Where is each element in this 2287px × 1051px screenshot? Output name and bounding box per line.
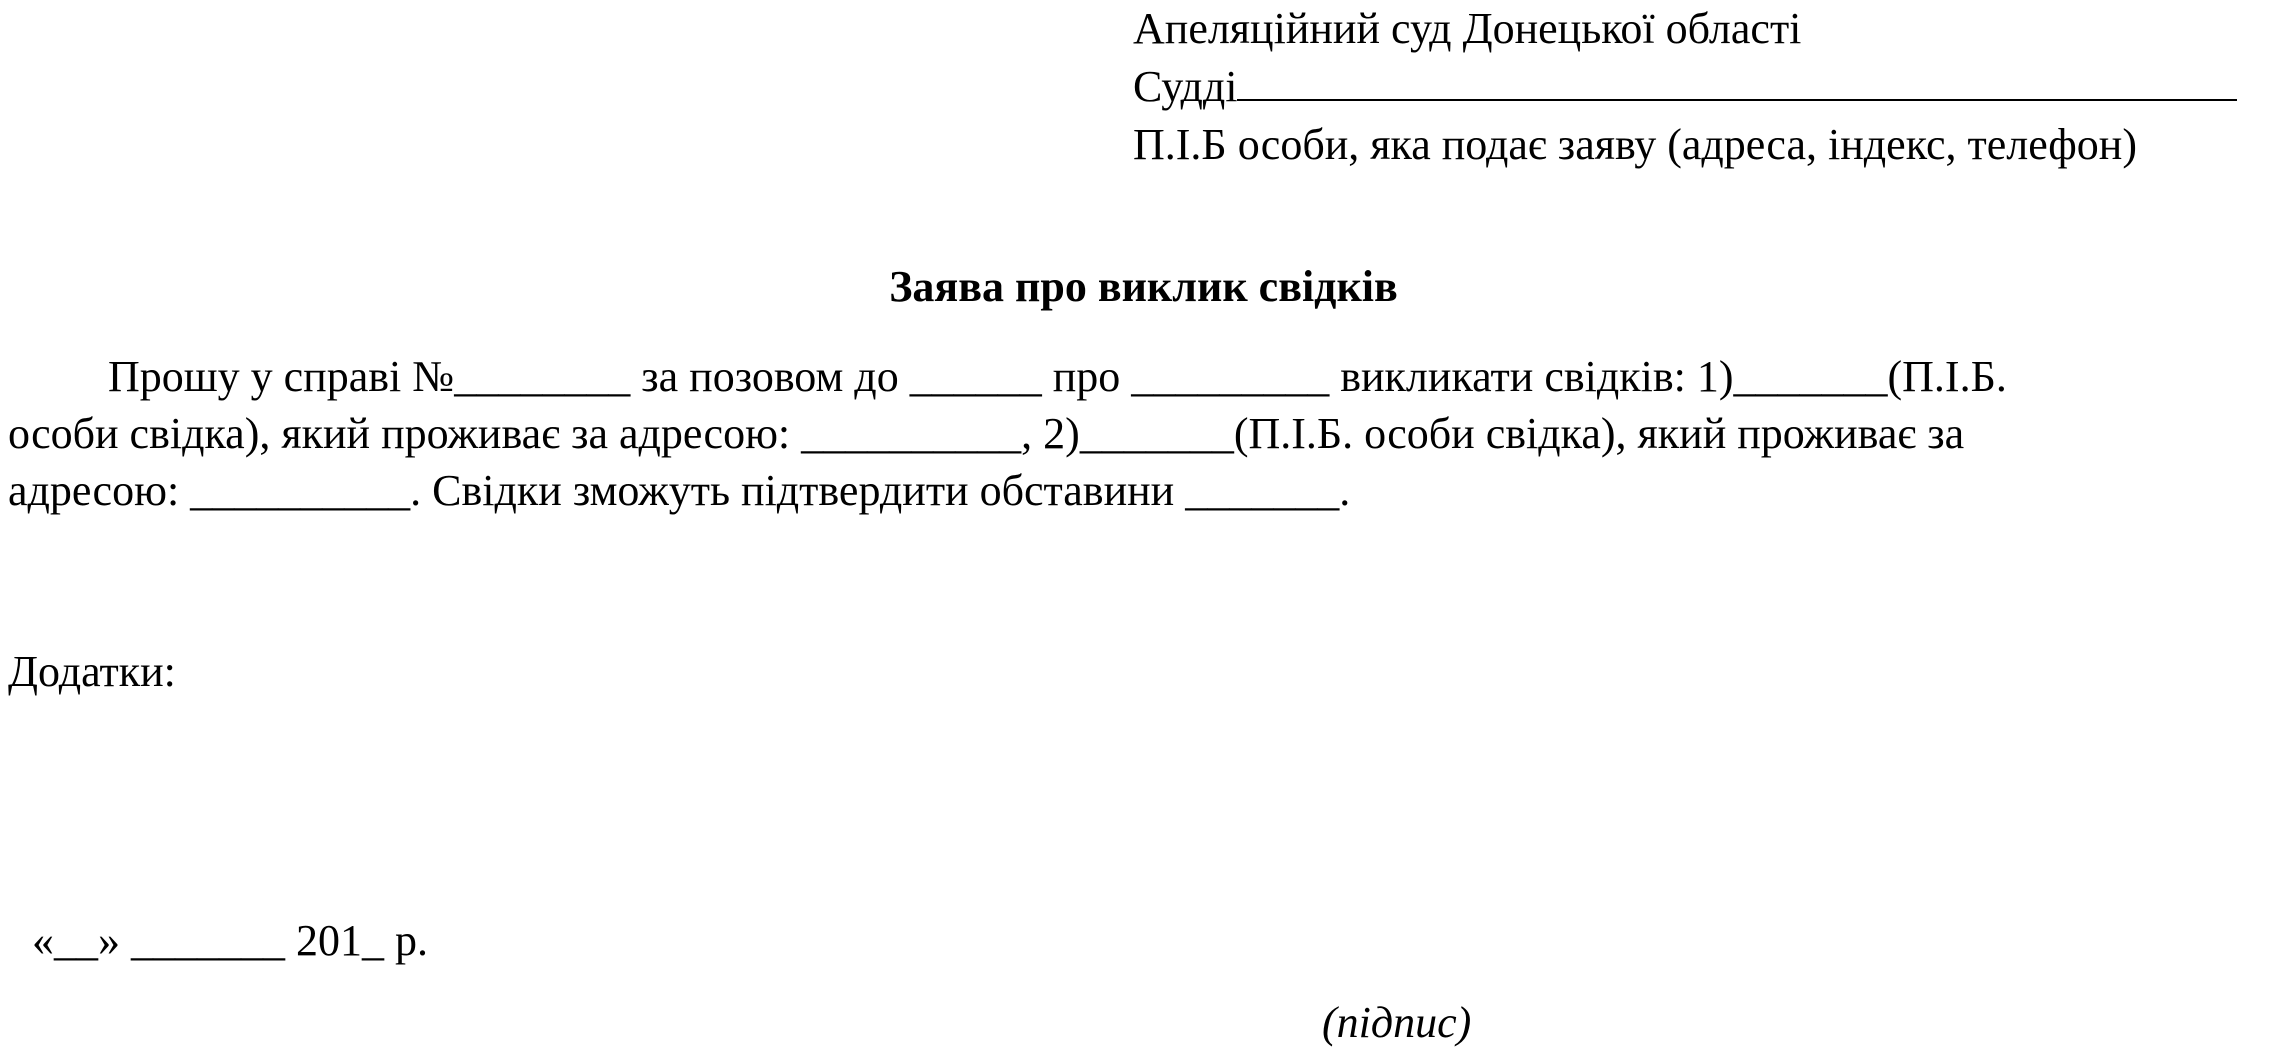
document-header: [1133, 0, 2273, 174]
attachments-label: Додатки:: [8, 647, 176, 696]
applicant-info: П.І.Б особи, яка подає заяву (адреса, індекс, телефон): [1133, 120, 2138, 169]
court-name: Апеляційний суд Донецької області: [1133, 4, 1802, 53]
judge-line: [1133, 58, 2273, 116]
body-line-1-text: Прошу у справі №________ за позовом до ______ про _________ викликати свідків: 1)_______(П.І.Б.: [108, 352, 2007, 401]
judge-label: Судді: [1133, 62, 1238, 111]
signature-label: (підпис): [1322, 998, 1472, 1047]
judge-name-blank: [1237, 61, 2237, 101]
body-line-2: особи свідка), який проживає за адресою: __________, 2)_______(П.І.Б. особи свідка), який проживає за: [8, 409, 1965, 458]
body-line-1: [8, 348, 2280, 405]
document-title: Заява про виклик свідків: [889, 262, 1398, 311]
application-body: [8, 348, 2280, 519]
date-line: «__» _______ 201_ р.: [32, 916, 428, 965]
body-line-3: адресою: __________. Свідки зможуть підтвердити обставини _______.: [8, 466, 1351, 515]
